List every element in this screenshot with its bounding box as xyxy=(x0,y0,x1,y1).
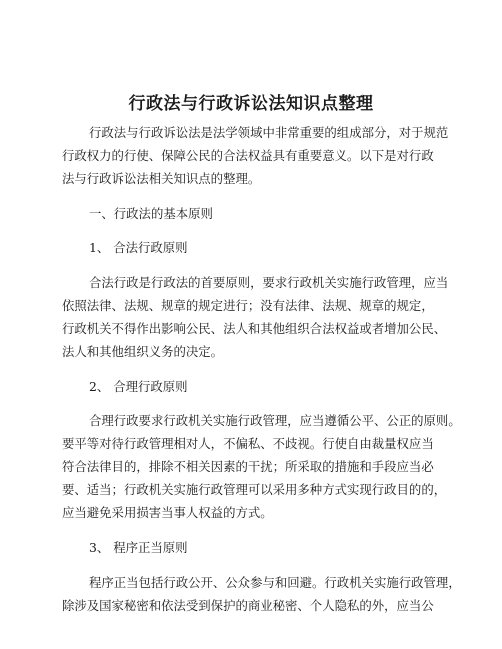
intro-line-3: 法与行政诉讼法相关知识点的整理。 xyxy=(62,171,261,186)
paragraph-line: 合法行政是行政法的首要原则，要求行政机关实施行政管理，应当 xyxy=(89,275,449,290)
subsection-heading-1: 1、 合法行政原则 xyxy=(89,240,188,255)
paragraph-line: 合理行政要求行政机关实施行政管理，应当遵循公平、公正的原则。 xyxy=(89,413,461,428)
intro-line-1: 行政法与行政诉讼法是法学领域中非常重要的组成部分，对于规范 xyxy=(89,125,449,140)
intro-line-2: 行政权力的行使、保障公民的合法权益具有重要意义。以下是对行政 xyxy=(62,148,434,163)
paragraph-line: 符合法律目的，排除不相关因素的干扰；所采取的措施和手段应当必 xyxy=(62,459,434,474)
paragraph-line: 依照法律、法规、规章的规定进行；没有法律、法规、规章的规定， xyxy=(62,298,434,313)
paragraph-line: 要平等对待行政管理相对人，不偏私、不歧视。行使自由裁量权应当 xyxy=(62,436,434,451)
subsection-heading-2: 2、 合理行政原则 xyxy=(89,379,188,394)
paragraph-line: 程序正当包括行政公开、公众参与和回避。行政机关实施行政管理， xyxy=(89,575,461,590)
paragraph-line: 行政机关不得作出影响公民、法人和其他组织合法权益或者增加公民、 xyxy=(62,321,447,336)
paragraph-line: 法人和其他组织义务的决定。 xyxy=(62,344,224,359)
section-heading: 一、行政法的基本原则 xyxy=(89,206,213,221)
subsection-heading-3: 3、 程序正当原则 xyxy=(89,540,188,555)
paragraph-line: 除涉及国家秘密和依法受到保护的商业秘密、个人隐私的外，应当公 xyxy=(62,598,434,613)
paragraph-line: 要、适当；行政机关实施行政管理可以采用多种方式实现行政目的的， xyxy=(62,482,447,497)
paragraph-line: 应当避免采用损害当事人权益的方式。 xyxy=(62,505,273,520)
document-title: 行政法与行政诉讼法知识点整理 xyxy=(128,94,374,114)
